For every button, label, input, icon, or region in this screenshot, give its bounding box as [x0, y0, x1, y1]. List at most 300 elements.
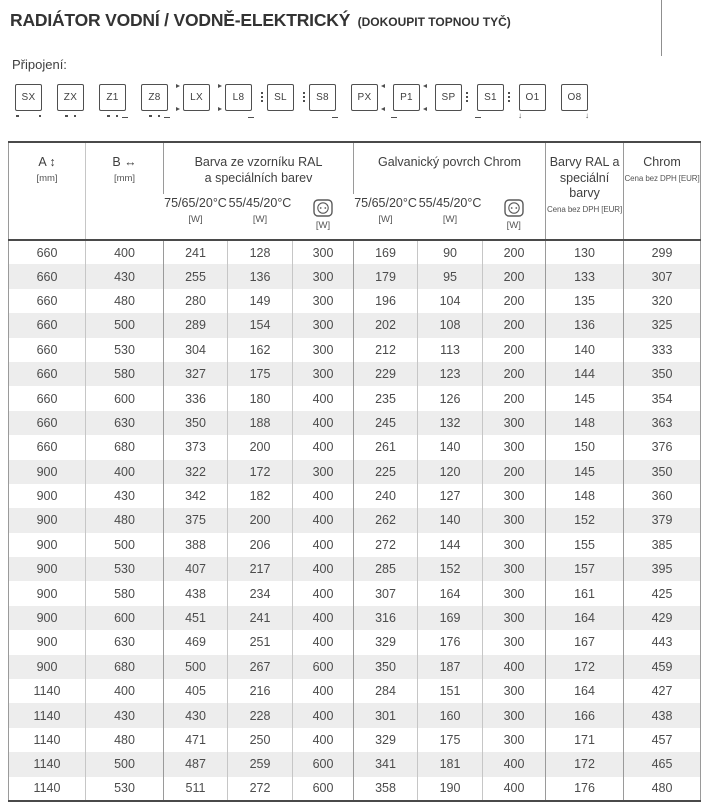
table-cell: 289 [164, 313, 228, 337]
table-cell: 284 [354, 679, 418, 703]
table-row [9, 679, 701, 703]
table-cell: 187 [418, 655, 483, 679]
table-cell: 206 [228, 533, 293, 557]
table-cell: 438 [164, 581, 228, 605]
connection-box-icon: Z1 [99, 84, 126, 111]
connection-point-mark [423, 84, 427, 88]
table-cell: 167 [546, 630, 624, 654]
subheader-ral-temp-55 [228, 194, 293, 240]
connection-point-mark [158, 115, 161, 118]
table-cell: 180 [228, 386, 293, 410]
table-cell: 130 [546, 240, 624, 264]
table-cell: 487 [164, 752, 228, 776]
table-cell: 307 [354, 581, 418, 605]
table-cell: 300 [483, 435, 546, 459]
table-row [9, 338, 701, 362]
table-cell: 299 [624, 240, 701, 264]
table-row [9, 557, 701, 581]
table-cell: 630 [86, 411, 164, 435]
table-cell: 144 [418, 533, 483, 557]
table-cell: 300 [483, 703, 546, 727]
group-header-ral-colors [164, 142, 354, 194]
watt-unit: [W] [315, 220, 331, 231]
table-cell: 188 [228, 411, 293, 435]
page-title-main: RADIÁTOR VODNÍ / VODNĚ-ELEKTRICKÝ [10, 10, 351, 30]
page-edge-divider [661, 0, 662, 56]
table-cell: 900 [9, 581, 86, 605]
table-cell: 375 [164, 508, 228, 532]
watt-unit: [W] [378, 213, 393, 225]
column-b-unit: [mm] [113, 172, 136, 184]
table-cell: 217 [228, 557, 293, 581]
table-cell: 438 [624, 703, 701, 727]
table-cell: 430 [86, 484, 164, 508]
table-cell: 660 [9, 240, 86, 264]
group-ral-line2: a speciálních barev [204, 170, 313, 185]
connection-box-icon: SX [15, 84, 42, 111]
table-cell: 465 [624, 752, 701, 776]
table-cell: 480 [86, 728, 164, 752]
table-cell: 358 [354, 777, 418, 801]
table-cell: 400 [483, 777, 546, 801]
column-header-width-b [86, 142, 164, 240]
column-a-unit: [mm] [36, 172, 58, 184]
table-row [9, 777, 701, 801]
connection-point-mark [423, 107, 427, 111]
table-cell: 900 [9, 557, 86, 581]
table-row [9, 655, 701, 679]
connection-type-p1 [393, 84, 420, 111]
connection-box-icon: S1 [477, 84, 504, 111]
table-cell: 400 [293, 581, 354, 605]
connection-type-px [351, 84, 378, 111]
connection-dimension-mark [303, 92, 305, 94]
table-cell: 471 [164, 728, 228, 752]
table-body [9, 240, 701, 801]
connection-box-icon: ZX [57, 84, 84, 111]
column-header-price-ral [546, 142, 624, 240]
table-cell: 322 [164, 460, 228, 484]
table-cell: 327 [164, 362, 228, 386]
table-cell: 459 [624, 655, 701, 679]
table-cell: 307 [624, 264, 701, 288]
table-row [9, 533, 701, 557]
table-row [9, 362, 701, 386]
connection-dimension-mark [261, 92, 263, 94]
table-cell: 126 [418, 386, 483, 410]
table-cell: 285 [354, 557, 418, 581]
table-cell: 300 [293, 240, 354, 264]
table-cell: 1140 [9, 728, 86, 752]
connection-box-icon: PX [351, 84, 378, 111]
table-cell: 300 [293, 264, 354, 288]
table-cell: 145 [546, 386, 624, 410]
table-cell: 172 [546, 752, 624, 776]
connection-type-sl [267, 84, 294, 111]
table-cell: 151 [418, 679, 483, 703]
table-cell: 216 [228, 679, 293, 703]
table-cell: 480 [86, 289, 164, 313]
table-cell: 133 [546, 264, 624, 288]
table-cell: 400 [483, 655, 546, 679]
table-cell: 407 [164, 557, 228, 581]
table-cell: 202 [354, 313, 418, 337]
table-cell: 280 [164, 289, 228, 313]
table-cell: 660 [9, 362, 86, 386]
connection-point-mark [176, 84, 180, 88]
column-header-price-chrome [624, 142, 701, 240]
connection-dimension-mark [508, 92, 510, 94]
table-cell: 148 [546, 484, 624, 508]
connection-type-o1 [518, 84, 546, 120]
table-header [9, 142, 701, 240]
price-ral-line1: Barvy RAL a [549, 155, 620, 169]
connection-arrow-mark: ↓ [518, 111, 522, 120]
table-row [9, 460, 701, 484]
connection-box-icon: S8 [309, 84, 336, 111]
socket-icon [312, 199, 334, 218]
connection-type-lx [183, 84, 210, 111]
radiator-spec-table [8, 141, 701, 802]
table-cell: 427 [624, 679, 701, 703]
connection-point-mark [475, 117, 481, 118]
table-cell: 155 [546, 533, 624, 557]
table-cell: 262 [354, 508, 418, 532]
table-cell: 200 [228, 508, 293, 532]
table-cell: 300 [483, 679, 546, 703]
table-cell: 164 [546, 679, 624, 703]
table-cell: 113 [418, 338, 483, 362]
table-cell: 164 [546, 606, 624, 630]
table-row [9, 752, 701, 776]
table-cell: 200 [483, 313, 546, 337]
table-row [9, 703, 701, 727]
table-cell: 511 [164, 777, 228, 801]
table-cell: 350 [164, 411, 228, 435]
page-title [0, 0, 701, 31]
connection-point-mark [332, 117, 338, 118]
table-cell: 140 [546, 338, 624, 362]
table-cell: 300 [483, 508, 546, 532]
table-row [9, 606, 701, 630]
table-cell: 200 [483, 386, 546, 410]
table-cell: 329 [354, 728, 418, 752]
table-cell: 469 [164, 630, 228, 654]
table-row [9, 435, 701, 459]
table-cell: 660 [9, 411, 86, 435]
subheader-ral-electric [293, 194, 354, 240]
table-cell: 329 [354, 630, 418, 654]
table-cell: 300 [483, 606, 546, 630]
table-cell: 500 [86, 533, 164, 557]
table-cell: 301 [354, 703, 418, 727]
table-cell: 300 [293, 313, 354, 337]
table-cell: 600 [86, 386, 164, 410]
table-cell: 234 [228, 581, 293, 605]
table-cell: 245 [354, 411, 418, 435]
table-row [9, 581, 701, 605]
table-cell: 600 [86, 606, 164, 630]
table-cell: 149 [228, 289, 293, 313]
connection-type-sx [15, 84, 42, 111]
table-cell: 154 [228, 313, 293, 337]
table-cell: 251 [228, 630, 293, 654]
connection-type-z1 [99, 84, 126, 111]
table-cell: 164 [418, 581, 483, 605]
table-cell: 580 [86, 581, 164, 605]
table-cell: 385 [624, 533, 701, 557]
table-cell: 1140 [9, 679, 86, 703]
table-cell: 400 [293, 703, 354, 727]
table-cell: 660 [9, 264, 86, 288]
table-cell: 241 [164, 240, 228, 264]
table-cell: 429 [624, 606, 701, 630]
table-cell: 172 [546, 655, 624, 679]
table-cell: 530 [86, 777, 164, 801]
table-cell: 300 [483, 411, 546, 435]
table-cell: 333 [624, 338, 701, 362]
table-cell: 316 [354, 606, 418, 630]
table-cell: 325 [624, 313, 701, 337]
connection-point-mark [39, 115, 42, 118]
table-cell: 430 [164, 703, 228, 727]
table-cell: 660 [9, 289, 86, 313]
table-cell: 228 [228, 703, 293, 727]
table-cell: 162 [228, 338, 293, 362]
table-cell: 235 [354, 386, 418, 410]
table-cell: 272 [354, 533, 418, 557]
group-ral-line1: Barva ze vzorníku RAL [194, 155, 323, 169]
table-cell: 900 [9, 655, 86, 679]
connection-box-icon: O1 [519, 84, 546, 111]
table-cell: 451 [164, 606, 228, 630]
connection-point-mark [248, 117, 254, 118]
table-cell: 90 [418, 240, 483, 264]
table-cell: 400 [293, 630, 354, 654]
table-cell: 900 [9, 484, 86, 508]
table-cell: 104 [418, 289, 483, 313]
table-cell: 300 [483, 484, 546, 508]
connection-point-mark [16, 115, 19, 118]
table-cell: 212 [354, 338, 418, 362]
table-cell: 300 [483, 533, 546, 557]
table-cell: 680 [86, 655, 164, 679]
column-header-height-a [9, 142, 86, 240]
table-cell: 500 [86, 313, 164, 337]
table-cell: 400 [293, 435, 354, 459]
table-cell: 300 [293, 460, 354, 484]
table-cell: 300 [293, 338, 354, 362]
table-cell: 363 [624, 411, 701, 435]
table-cell: 600 [293, 655, 354, 679]
connection-point-mark [218, 84, 222, 88]
table-cell: 300 [293, 289, 354, 313]
table-cell: 175 [418, 728, 483, 752]
table-cell: 900 [9, 508, 86, 532]
table-cell: 171 [546, 728, 624, 752]
table-cell: 400 [86, 460, 164, 484]
table-cell: 630 [86, 630, 164, 654]
table-cell: 500 [86, 752, 164, 776]
connection-box-icon: SP [435, 84, 462, 111]
page-title-suffix: (DOKOUPIT TOPNOU TYČ) [357, 15, 511, 29]
table-cell: 580 [86, 362, 164, 386]
table-cell: 480 [86, 508, 164, 532]
table-cell: 148 [546, 411, 624, 435]
table-row [9, 240, 701, 264]
table-cell: 175 [228, 362, 293, 386]
table-cell: 430 [86, 264, 164, 288]
table-cell: 400 [293, 606, 354, 630]
table-row [9, 386, 701, 410]
table-cell: 1140 [9, 777, 86, 801]
table-cell: 320 [624, 289, 701, 313]
table-cell: 680 [86, 435, 164, 459]
table-cell: 272 [228, 777, 293, 801]
connection-type-o8 [561, 84, 589, 120]
connection-point-mark [107, 115, 110, 118]
connection-type-s8 [309, 84, 336, 111]
table-cell: 200 [483, 264, 546, 288]
connection-type-zx [57, 84, 84, 111]
table-cell: 127 [418, 484, 483, 508]
table-cell: 660 [9, 435, 86, 459]
table-cell: 405 [164, 679, 228, 703]
connection-types-row [15, 84, 701, 120]
table-cell: 300 [293, 362, 354, 386]
table-cell: 354 [624, 386, 701, 410]
table-cell: 400 [483, 752, 546, 776]
table-cell: 400 [86, 240, 164, 264]
connection-point-mark [65, 115, 68, 118]
temp-75-label: 75/65/20°C [354, 196, 417, 210]
table-cell: 169 [354, 240, 418, 264]
table-cell: 660 [9, 313, 86, 337]
table-cell: 182 [228, 484, 293, 508]
table-cell: 900 [9, 630, 86, 654]
table-row [9, 508, 701, 532]
watt-unit: [W] [252, 213, 268, 225]
table-cell: 300 [483, 728, 546, 752]
table-cell: 145 [546, 460, 624, 484]
temp-75-label: 75/65/20°C [164, 196, 227, 210]
table-cell: 430 [86, 703, 164, 727]
table-cell: 172 [228, 460, 293, 484]
subheader-chrome-temp-55 [418, 194, 483, 240]
table-cell: 255 [164, 264, 228, 288]
temp-55-label: 55/45/20°C [228, 196, 292, 210]
connection-point-mark [74, 115, 77, 118]
table-cell: 443 [624, 630, 701, 654]
table-cell: 132 [418, 411, 483, 435]
table-cell: 900 [9, 606, 86, 630]
table-cell: 360 [624, 484, 701, 508]
connection-point-mark [122, 117, 128, 118]
table-cell: 350 [624, 460, 701, 484]
table-cell: 190 [418, 777, 483, 801]
watt-unit: [W] [188, 213, 203, 225]
table-cell: 169 [418, 606, 483, 630]
table-cell: 120 [418, 460, 483, 484]
table-cell: 196 [354, 289, 418, 313]
connection-point-mark [218, 107, 222, 111]
watt-unit: [W] [506, 220, 521, 231]
table-cell: 400 [86, 679, 164, 703]
table-cell: 900 [9, 533, 86, 557]
table-cell: 400 [293, 411, 354, 435]
table-cell: 400 [293, 508, 354, 532]
price-chrome-line1: Chrom [643, 155, 681, 169]
table-cell: 336 [164, 386, 228, 410]
connection-box-icon: L8 [225, 84, 252, 111]
table-cell: 379 [624, 508, 701, 532]
table-cell: 600 [293, 777, 354, 801]
connection-box-icon: SL [267, 84, 294, 111]
table-cell: 136 [228, 264, 293, 288]
table-cell: 123 [418, 362, 483, 386]
table-cell: 457 [624, 728, 701, 752]
table-row [9, 264, 701, 288]
table-cell: 350 [624, 362, 701, 386]
connection-arrow-mark: ↓ [585, 111, 589, 120]
table-cell: 240 [354, 484, 418, 508]
table-cell: 400 [293, 679, 354, 703]
table-cell: 200 [483, 240, 546, 264]
table-cell: 259 [228, 752, 293, 776]
group-header-chrome-surface [354, 142, 546, 194]
table-cell: 376 [624, 435, 701, 459]
connection-box-icon: O8 [561, 84, 588, 111]
temp-55-label: 55/45/20°C [418, 196, 482, 210]
table-cell: 1140 [9, 752, 86, 776]
table-cell: 166 [546, 703, 624, 727]
table-cell: 600 [293, 752, 354, 776]
table-cell: 136 [546, 313, 624, 337]
table-cell: 425 [624, 581, 701, 605]
table-cell: 152 [546, 508, 624, 532]
subheader-chrome-temp-75 [354, 194, 418, 240]
socket-icon [503, 199, 525, 218]
connection-point-mark [116, 115, 119, 118]
table-cell: 350 [354, 655, 418, 679]
table-cell: 530 [86, 338, 164, 362]
connection-point-mark [391, 117, 397, 118]
table-cell: 660 [9, 338, 86, 362]
connection-type-s1 [477, 84, 504, 111]
table-cell: 95 [418, 264, 483, 288]
table-cell: 250 [228, 728, 293, 752]
connections-label: Připojení: [12, 57, 67, 72]
table-cell: 200 [228, 435, 293, 459]
table-cell: 128 [228, 240, 293, 264]
table-cell: 261 [354, 435, 418, 459]
table-cell: 267 [228, 655, 293, 679]
connection-type-l8 [225, 84, 252, 111]
table-cell: 140 [418, 508, 483, 532]
connection-point-mark [381, 107, 385, 111]
table-cell: 200 [483, 362, 546, 386]
table-cell: 400 [293, 533, 354, 557]
table-cell: 144 [546, 362, 624, 386]
table-cell: 530 [86, 557, 164, 581]
connection-type-sp [435, 84, 462, 111]
table-cell: 161 [546, 581, 624, 605]
connection-dimension-mark [466, 92, 468, 94]
table-row [9, 313, 701, 337]
table-cell: 300 [483, 581, 546, 605]
table-cell: 200 [483, 460, 546, 484]
table-cell: 300 [483, 557, 546, 581]
